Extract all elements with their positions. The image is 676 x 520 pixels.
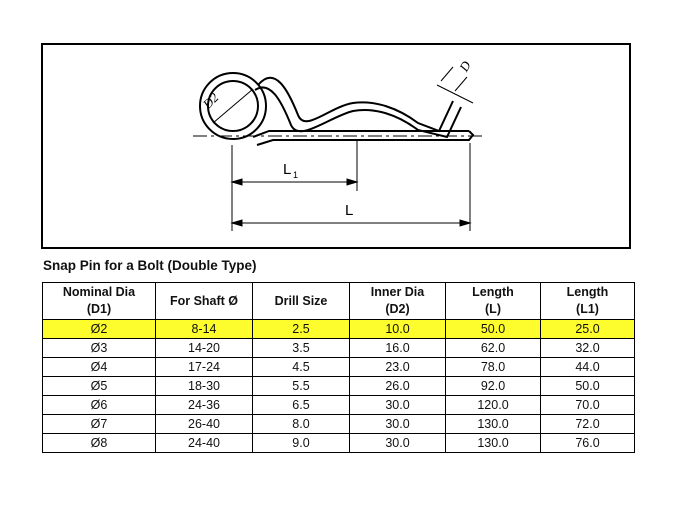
l1-subscript: 1 [293,170,299,180]
spec-table [42,282,635,453]
d2-dimension-line [213,89,253,123]
table-cell: 25.0 [541,320,635,339]
table-cell: 6.5 [253,396,350,415]
table-row [43,358,635,377]
table-cell: Ø6 [43,396,156,415]
table-cell: 30.0 [350,396,446,415]
header-for-shaft: For Shaft Ø [156,283,253,320]
table-cell: 24-36 [156,396,253,415]
d2-label: D2 [199,89,222,112]
table-cell: 18-30 [156,377,253,396]
table-row-highlighted [43,320,635,339]
snap-pin-diagram [43,45,629,247]
table-cell: 2.5 [253,320,350,339]
table-cell: 17-24 [156,358,253,377]
table-row [43,339,635,358]
table-cell: 10.0 [350,320,446,339]
table-cell: 70.0 [541,396,635,415]
table-cell: 30.0 [350,415,446,434]
table-cell: 130.0 [446,434,541,453]
table-cell: 44.0 [541,358,635,377]
table-cell: Ø2 [43,320,156,339]
table-cell: 8.0 [253,415,350,434]
table-row [43,396,635,415]
table-cell: 62.0 [446,339,541,358]
table-row [43,415,635,434]
table-cell: 16.0 [350,339,446,358]
table-row [43,434,635,453]
l1-label: L [283,161,292,178]
table-cell: 9.0 [253,434,350,453]
table-cell: 4.5 [253,358,350,377]
table-cell: 78.0 [446,358,541,377]
table-cell: Ø3 [43,339,156,358]
table-cell: 50.0 [446,320,541,339]
pin-body [253,78,473,145]
table-cell: 120.0 [446,396,541,415]
header-row [43,283,635,320]
table-cell: 5.5 [253,377,350,396]
header-nominal-dia: Nominal Dia (D1) [43,283,156,320]
table-cell: Ø5 [43,377,156,396]
header-drill-size: Drill Size [253,283,350,320]
table-cell: 14-20 [156,339,253,358]
table-cell: 23.0 [350,358,446,377]
table-cell: 3.5 [253,339,350,358]
l-label: L [345,202,354,219]
header-length-l1: Length (L1) [541,283,635,320]
table-cell: 30.0 [350,434,446,453]
table-cell: 92.0 [446,377,541,396]
table-row [43,377,635,396]
table-caption: Snap Pin for a Bolt (Double Type) [43,258,257,273]
table-cell: 26-40 [156,415,253,434]
technical-drawing [41,43,631,249]
table-cell: 50.0 [541,377,635,396]
table-cell: 32.0 [541,339,635,358]
table-cell: Ø4 [43,358,156,377]
table-cell: 8-14 [156,320,253,339]
table-cell: 26.0 [350,377,446,396]
l-dimension [232,220,470,226]
table-cell: 72.0 [541,415,635,434]
table-cell: Ø7 [43,415,156,434]
header-inner-dia: Inner Dia (D2) [350,283,446,320]
table-cell: Ø8 [43,434,156,453]
d-label: D [456,58,474,74]
table-cell: 76.0 [541,434,635,453]
table-cell: 24-40 [156,434,253,453]
table-cell: 130.0 [446,415,541,434]
header-length-l: Length (L) [446,283,541,320]
